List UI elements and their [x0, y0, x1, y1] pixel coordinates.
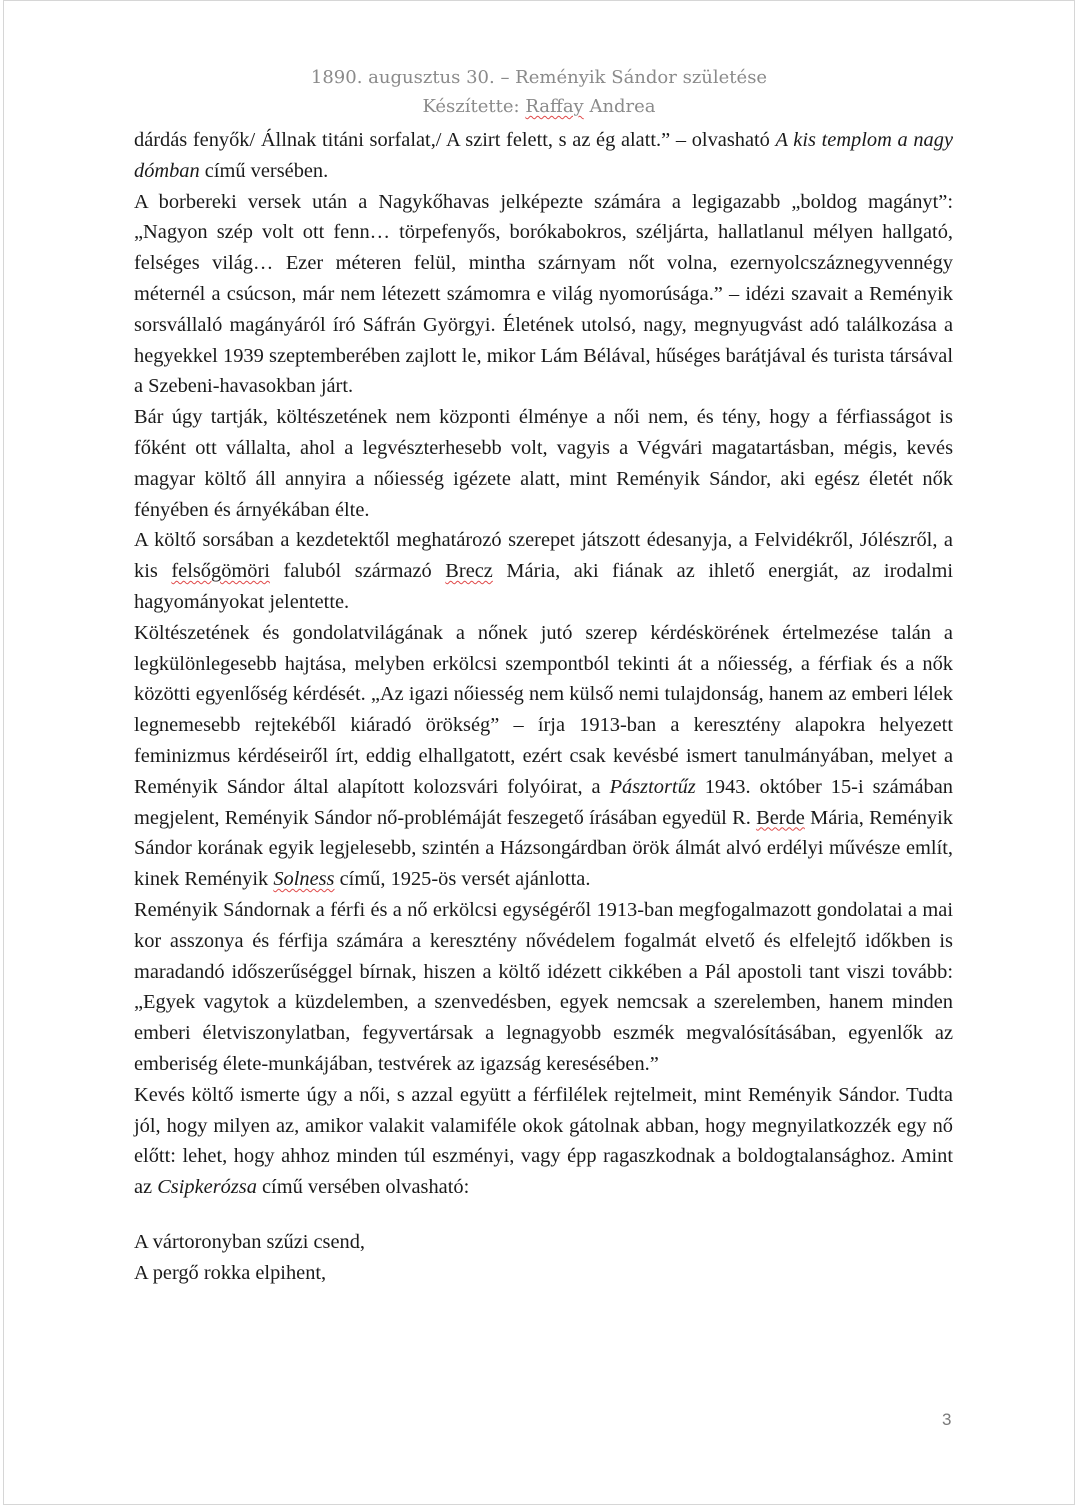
text-run: Mária, Reményik Sándor korának egyik legjelesebb, szintén a Házsongárdban örök álmát alvó erdélyi művésze említ, kinek Reményik — [134, 806, 953, 891]
spellcheck-word[interactable]: Berde — [756, 806, 805, 829]
spellcheck-word[interactable]: Solness — [273, 868, 335, 891]
text-run: Kevés költő ismerte úgy a női, s azzal együtt a férfilélek rejtelmeit, mint Reményik Sándor. Tudta jól, hogy milyen az, amikor valakit valamiféle okok gátolnak abban, hogy megnyilatkozzék egy nő előtt: lehet, hogy ahhoz minden túl eszményi, vagy épp ragaszkodnak a boldogtalansághoz. Amint az — [134, 1083, 953, 1199]
spellcheck-word[interactable]: Brecz — [445, 560, 493, 583]
text-run: című, 1925-ös versét ajánlotta. — [334, 868, 591, 891]
page-number: 3 — [942, 1410, 952, 1429]
text-run: faluból származó — [269, 560, 446, 583]
author-surname-spellcheck[interactable]: Raffay — [525, 96, 584, 117]
poem-block — [134, 1227, 953, 1289]
header-author — [4, 92, 1074, 121]
paragraph-4 — [134, 525, 953, 617]
poem-title: A kis templom a nagy dómban — [134, 129, 953, 182]
text-run: dárdás fenyők/ Állnak titáni sorfalat,/ A szirt felett, s az ég alatt.” – olvasható — [134, 129, 776, 151]
paragraph-6: Reményik Sándornak a férfi és a nő erkölcsi egységéről 1913-ban megfogalmazott gondolatai a mai kor asszonya és férfija számára a keresztény nővédelem fogalmát elvető és elfelejtő időkben is maradandó időszerűséggel bírnak, hiszen a költő idézett cikkében a Pál apostoli tant viszi tovább: „Egyek vagytok a küzdelemben, a szenvedésben, egyek nemcsak a szerelemben, hanem minden emberi életviszonylatban, fegyvertársak a legnagyobb eszmék megvalósításában, egyenlők az emberiség élete-munkájában, testvérek az igazság keresésében.” — [134, 898, 953, 1075]
paragraph-3: Bár úgy tartják, költészetének nem központi élménye a női nem, és tény, hogy a férfiasságot is főként ott vállalta, ahol a legvészterhesebb volt, vagyis a Végvári magatartásban, mégis, kevés magyar költő áll annyira a nőiesség igézete alatt, mint Reményik Sándor, aki egész életét nők fényében és árnyékában élte. — [134, 406, 953, 521]
header-author-label: Készítette: — [422, 96, 526, 117]
paragraph-5 — [134, 618, 953, 895]
text-run: című versében. — [199, 159, 329, 182]
paragraph-7 — [134, 1080, 953, 1203]
poem-title: Csipkerózsa — [157, 1176, 257, 1199]
text-run: Költészetének és gondolatvilágának a nőnek jutó szerep kérdéskörének értelmezése talán a legkülönlegesebb hajtása, melyben erkölcsi szempontból tekinti át a nőiesség, a férfiak és a nők közötti egyenlőség kérdését. „Az igazi nőiesség nem külső nemi tulajdonság, hanem az emberi lélek legnemesebb rejtekéből kiáradó örökség” – írja 1913-ban a keresztény alapokra helyezett feminizmus kérdéseiről írt, eddig elhallgatott, ezért csak kevésbé ismert tanulmányában, melyet a Reményik Sándor által alapított kolozsvári folyóirat, a — [134, 621, 953, 798]
paragraph-2: A borbereki versek után a Nagykőhavas jelképezte számára a legigazabb „boldog magányt”: „Nagyon szép volt ott fenn… törpefenyős, borókabokros, széljárta, hallatlanul mélyen hallgató, felséges világ… Ezer méteren felül, mintha szárnyam nőt volna, ezernyolcszáznegyvennégy méternél a csúcson, már nem létezett számomra e világ nyomorúsága.” – idézi szavait a Reményik sorsvállaló magányáról író Sáfrán Györgyi. Életének utolsó, nagy, megnyugvást adó találkozása a hegyekkel 1939 szeptemberében zajlott le, mikor Lám Bélával, hűséges barátjával és turista társával a Szebeni-havasokban járt. — [134, 190, 953, 398]
document-page — [3, 0, 1075, 1505]
poem-line-2: A pergő rokka elpihent, — [134, 1261, 327, 1284]
page-header — [4, 63, 1074, 121]
text-run: A költő sorsában a kezdetektől meghatározó szerepet játszott édesanyja, a Felvidékről, Jólészről, a kis — [134, 529, 953, 583]
text-run: Mária, aki fiának az ihlető energiát, az irodalmi hagyományokat jelentette. — [134, 560, 953, 613]
header-title: 1890. augusztus 30. – Reményik Sándor születése — [310, 67, 768, 88]
poem-line-1: A vártoronyban szűzi csend, — [134, 1230, 366, 1253]
text-run: 1943. október 15-i számában megjelent, Reményik Sándor nő-problémáját feszegető írásában egyedül R. — [134, 775, 953, 829]
journal-title: Pásztortűz — [609, 775, 696, 798]
author-given-name: Andrea — [583, 96, 656, 117]
spellcheck-word[interactable]: felsőgömöri — [171, 560, 270, 583]
text-run: című versében olvasható: — [256, 1176, 470, 1199]
paragraph-1 — [134, 125, 953, 187]
document-body — [134, 125, 953, 1288]
